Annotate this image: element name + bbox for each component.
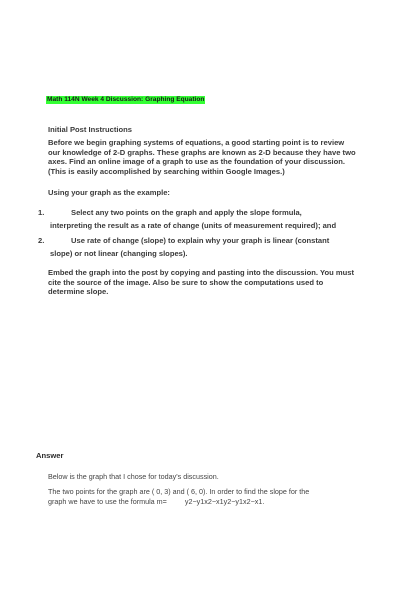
list-item-number: 2. <box>38 236 45 245</box>
list-item-line: slope) or not linear (changing slopes). <box>50 249 188 258</box>
instructions-paragraph: Before we begin graphing systems of equations, a good starting point is to review our knowledge of 2-D graphs. These graphs are known as 2-D because they have two axes. Find an online image of a graph to use as the foundation of your discussion. (This is easily accomplished by searching within Google Images.) <box>48 138 356 176</box>
instructions-heading: Initial Post Instructions <box>48 125 132 134</box>
answer-formula-prefix: graph we have to use the formula m= <box>48 497 167 506</box>
list-item-line: interpreting the result as a rate of change (units of measurement required); and <box>50 221 337 230</box>
answer-line: Below is the graph that I chose for today's discussion. <box>48 472 219 481</box>
list-item-line: Select any two points on the graph and apply the slope formula, <box>71 208 302 217</box>
answer-line <box>48 497 348 508</box>
example-intro: Using your graph as the example: <box>48 188 170 197</box>
list-item-line: Use rate of change (slope) to explain why your graph is linear (constant <box>71 236 330 245</box>
document-title-text: Math 114N Week 4 Discussion: Graphing Equation <box>47 96 205 103</box>
slope-formula: y2−y1x2−x1y2−y1x2−x1. <box>184 497 265 506</box>
answer-line: The two points for the graph are ( 0, 3) and ( 6, 0). In order to find the slope for the <box>48 487 310 496</box>
answer-heading: Answer <box>36 451 64 460</box>
document-title <box>46 96 205 104</box>
list-item-number: 1. <box>38 208 45 217</box>
embed-instructions: Embed the graph into the post by copying and pasting into the discussion. You must cite the source of the image. Also be sure to show the computations used to determine slope. <box>48 268 355 296</box>
